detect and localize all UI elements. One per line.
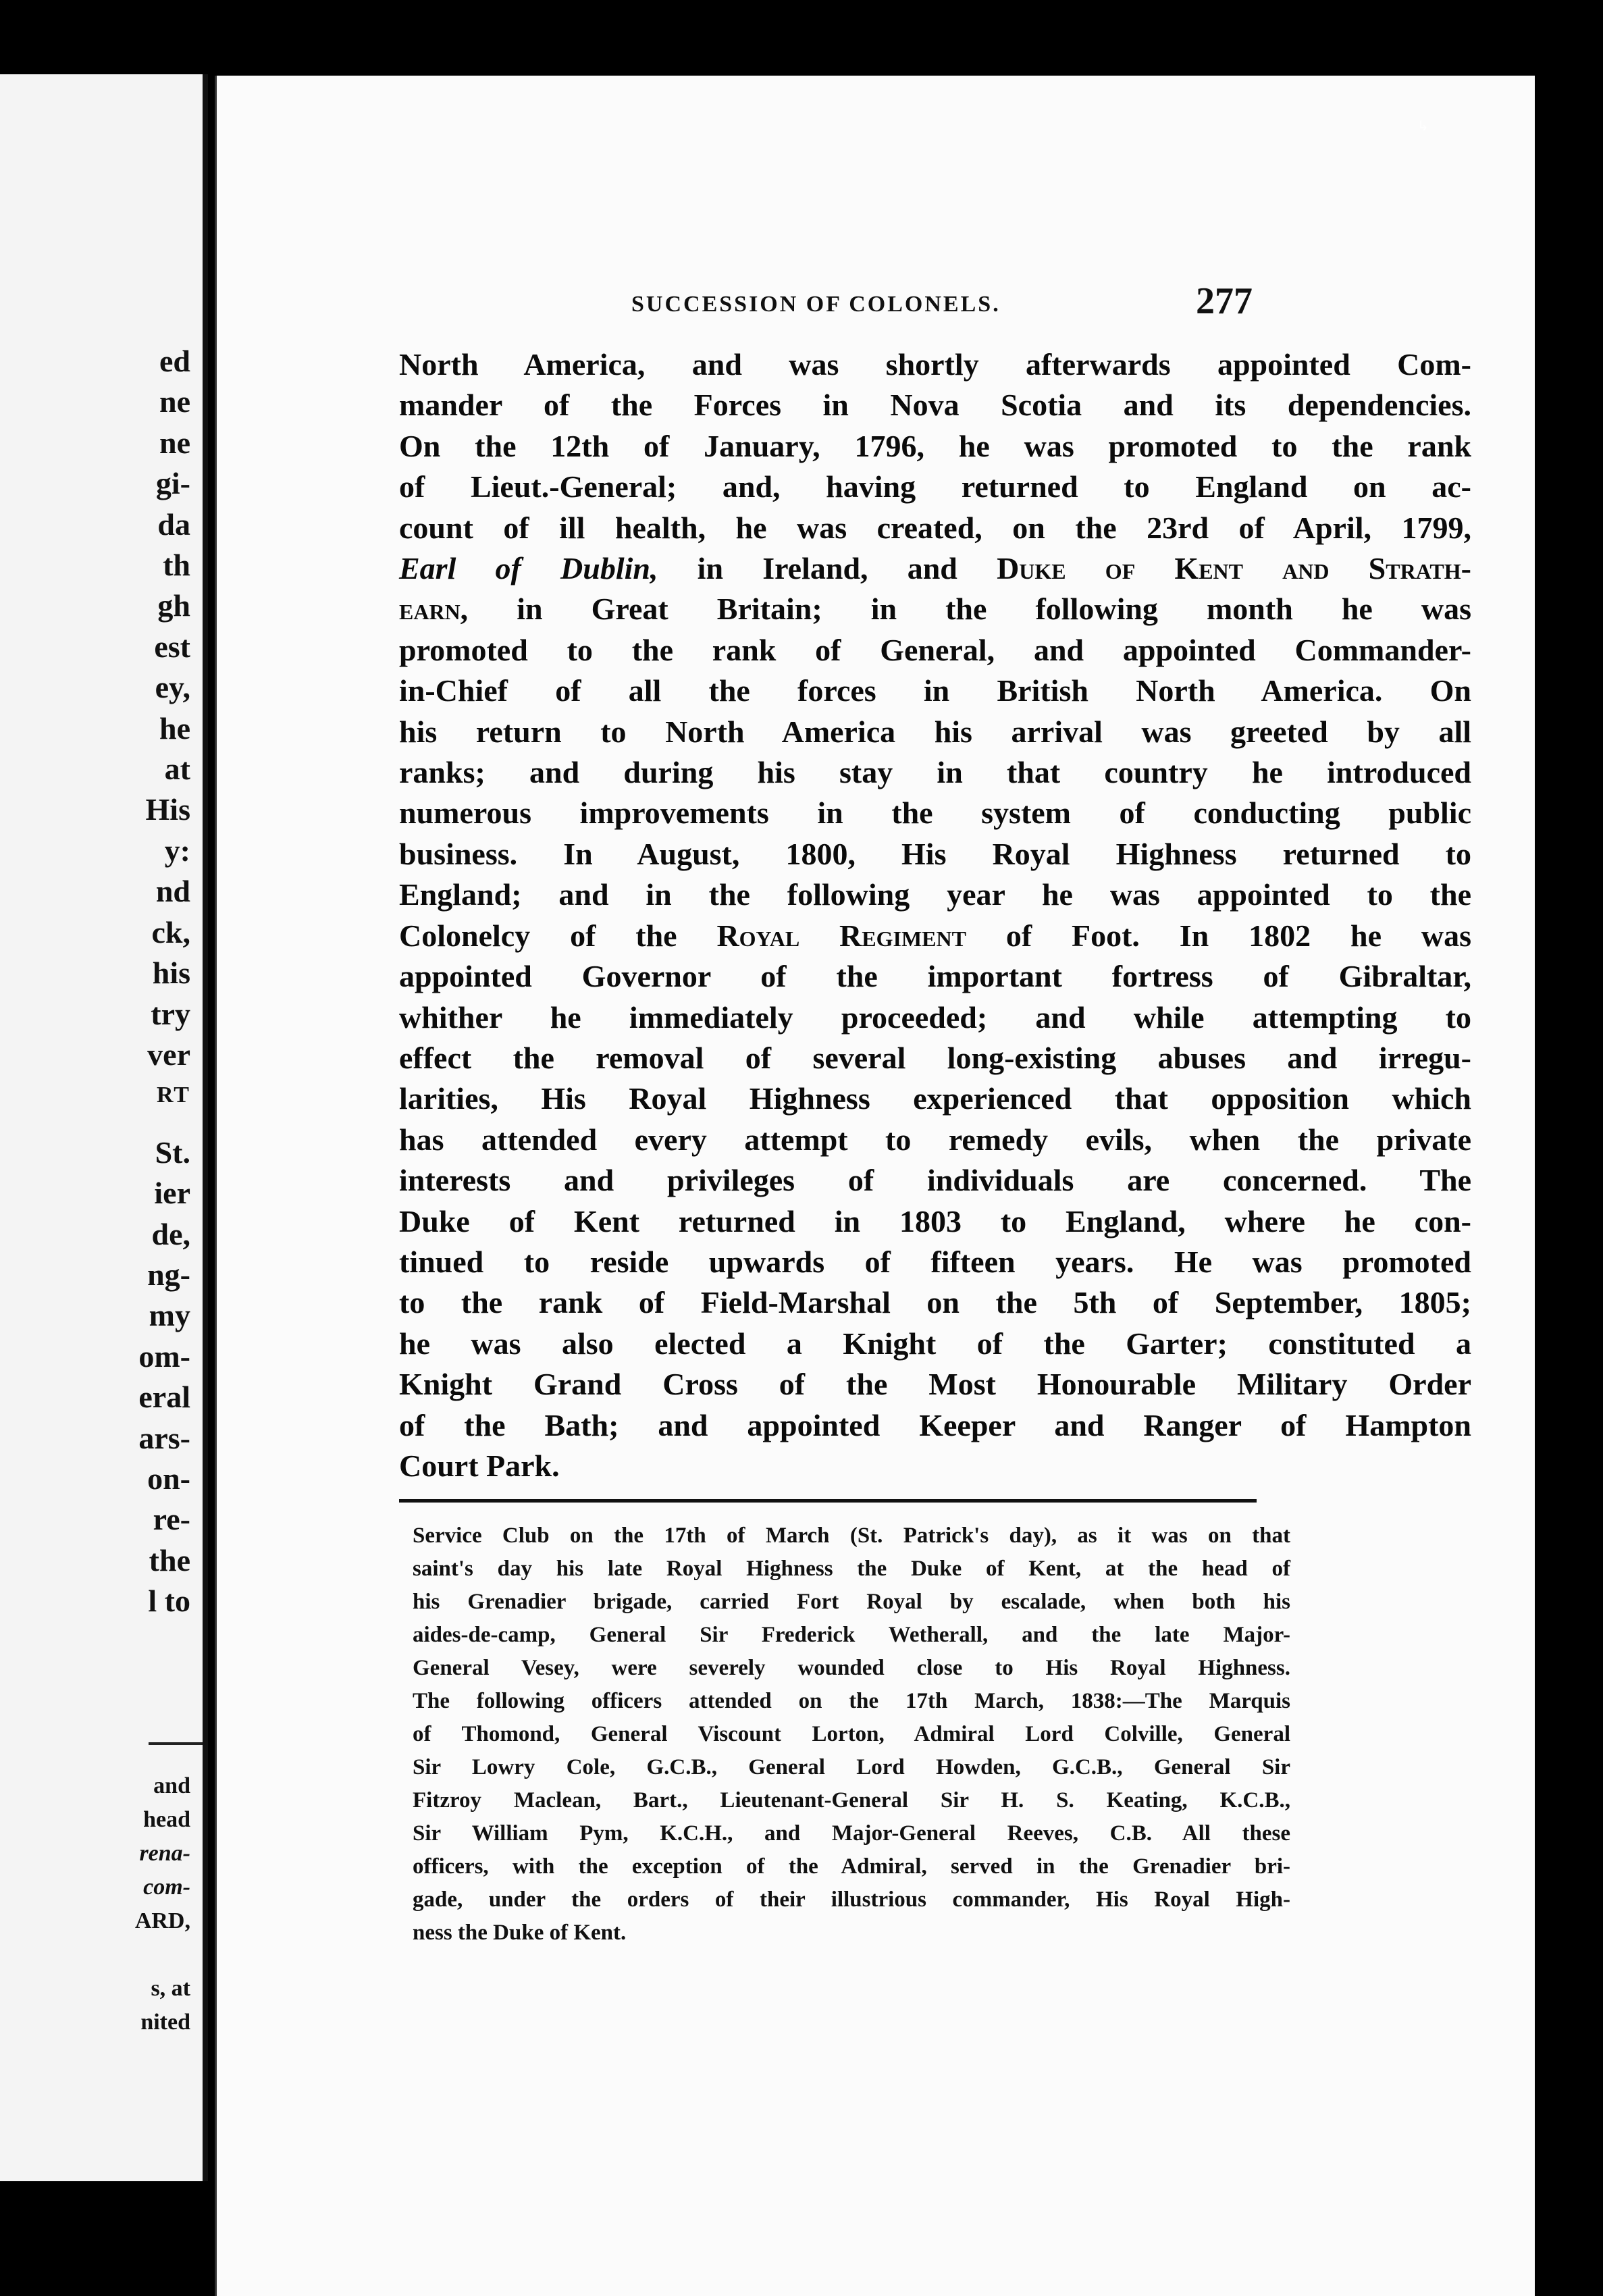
- previous-page-fragment: at: [164, 752, 190, 787]
- previous-page-fragment: my: [149, 1298, 190, 1333]
- text-run: in Great Britain; in the following month he was: [468, 592, 1471, 627]
- previous-page-fragment: try: [151, 996, 190, 1031]
- text-line: North America, and was shortly afterwards appointed Com-: [399, 347, 1471, 382]
- previous-page-text: [138, 341, 190, 1622]
- footnote-line: Service Club on the 17th of March (St. Patrick's day), as it was on that: [413, 1523, 1290, 1548]
- text-line: effect the removal of several long-existing abuses and irregu-: [399, 1040, 1471, 1075]
- previous-page-fragment: ver: [147, 1037, 190, 1072]
- previous-page-fragment: om-: [138, 1338, 190, 1374]
- text-line: count of ill health, he was created, on the 23rd of April, 1799,: [399, 510, 1471, 545]
- text-line: mander of the Forces in Nova Scotia and its dependencies.: [399, 388, 1471, 423]
- previous-page-fragment: de,: [151, 1216, 190, 1251]
- text-line: tinued to reside upwards of fifteen years. He was promoted: [399, 1244, 1471, 1279]
- footnote: [413, 1519, 1290, 1950]
- text-line: in-Chief of all the forces in British North America. On: [399, 673, 1471, 708]
- text-line: he was also elected a Knight of the Garter; constituted a: [399, 1326, 1471, 1361]
- previous-page-fragment: ed: [159, 344, 190, 378]
- text-line: appointed Governor of the important fortress of Gibraltar,: [399, 959, 1471, 994]
- text-line: business. In August, 1800, His Royal Highness returned to: [399, 836, 1471, 871]
- footnote-line: of Thomond, General Viscount Lorton, Admiral Lord Colville, General: [413, 1722, 1290, 1746]
- text-line: to the rank of Field-Marshal on the 5th of September, 1805;: [399, 1285, 1471, 1320]
- previous-page-fragment: his: [152, 956, 190, 991]
- footnote-line: Fitzroy Maclean, Bart., Lieutenant-General Sir H. S. Keating, K.C.B.,: [413, 1788, 1290, 1812]
- running-title: SUCCESSION OF COLONELS.: [631, 292, 1001, 317]
- previous-page-fragment: ng-: [147, 1257, 190, 1292]
- text-line: of Lieut.-General; and, having returned to England on ac-: [399, 469, 1471, 504]
- text-line: On the 12th of January, 1796, he was promoted to the rank: [399, 428, 1471, 463]
- previous-page-fragment: he: [159, 710, 190, 746]
- previous-page-fragment: ey,: [155, 670, 190, 705]
- previous-page-edge: [0, 74, 208, 2181]
- previous-page-note-fragment: com-: [143, 1875, 190, 1900]
- previous-page-note-fragment: nited: [140, 2010, 190, 2035]
- text-line: England; and in the following year he was appointed to the: [399, 877, 1471, 912]
- previous-page-note-fragment: and: [153, 1773, 190, 1798]
- text-line: promoted to the rank of General, and appointed Commander-: [399, 632, 1471, 667]
- previous-page-fragment: ck,: [151, 914, 190, 949]
- text-run: of Foot. In 1802 he was: [966, 918, 1471, 953]
- footnote-line: officers, with the exception of the Admiral, served in the Grenadier bri-: [413, 1854, 1290, 1879]
- previous-page-footnote-rule: [149, 1742, 203, 1745]
- previous-page-fragment: the: [149, 1542, 190, 1577]
- text-line: [399, 916, 1471, 956]
- previous-page-footnote: [135, 1769, 190, 2039]
- previous-page-fragment: nd: [155, 874, 190, 909]
- previous-page-fragment: ne: [159, 384, 190, 419]
- body-paragraph: [399, 344, 1471, 1486]
- previous-page-fragment: ne: [159, 425, 190, 460]
- text-line: Duke of Kent returned in 1803 to England, where he con-: [399, 1203, 1471, 1238]
- previous-page-fragment: th: [163, 548, 190, 583]
- previous-page-fragment: ars-: [138, 1420, 190, 1455]
- previous-page-fragment: gi-: [155, 466, 190, 501]
- previous-page-fragment: gh: [157, 588, 190, 623]
- previous-page-fragment: ier: [154, 1176, 190, 1211]
- text-line: numerous improvements in the system of conducting public: [399, 795, 1471, 831]
- text-line: ranks; and during his stay in that country he introduced: [399, 755, 1471, 790]
- footnote-line: gade, under the orders of their illustrious commander, His Royal High-: [413, 1887, 1290, 1912]
- previous-page-fragment: da: [157, 506, 190, 542]
- footnote-line: Sir William Pym, K.C.H., and Major-General Reeves, C.B. All these: [413, 1821, 1290, 1846]
- footnote-rule: [399, 1499, 1257, 1503]
- title-duke-of-kent-cont: earn,: [399, 592, 469, 627]
- text-line: of the Bath; and appointed Keeper and Ranger of Hampton: [399, 1407, 1471, 1442]
- footnote-line: his Grenadier brigade, carried Fort Royal by escalade, when both his: [413, 1590, 1290, 1614]
- text-line: [399, 548, 1471, 589]
- text-line: his return to North America his arrival was greeted by all: [399, 714, 1471, 749]
- text-run: in Ireland, and: [658, 551, 997, 586]
- page-number: 277: [1196, 280, 1253, 322]
- text-line: has attended every attempt to remedy evils, when the private: [399, 1122, 1471, 1157]
- previous-page-note-fragment: rena-: [139, 1841, 190, 1866]
- footnote-line: aides-de-camp, General Sir Frederick Wetherall, and the late Major-: [413, 1623, 1290, 1647]
- previous-page-gap: [135, 1938, 190, 1972]
- previous-page-fragment: est: [154, 629, 190, 664]
- previous-page-fragment: RT: [156, 1082, 190, 1108]
- text-line: Knight Grand Cross of the Most Honourable Military Order: [399, 1367, 1471, 1402]
- royal-regiment: Royal Regiment: [716, 918, 966, 953]
- footnote-line: General Vesey, were severely wounded close to His Royal Highness.: [413, 1656, 1290, 1680]
- previous-page-fragment: y:: [164, 833, 190, 868]
- text-line: whither he immediately proceeded; and while attempting to: [399, 999, 1471, 1035]
- footnote-line: saint's day his late Royal Highness the Duke of Kent, at the head of: [413, 1557, 1290, 1581]
- book-page: [215, 76, 1535, 2296]
- footnote-line: ness the Duke of Kent.: [413, 1921, 627, 1945]
- previous-page-fragment: on-: [147, 1461, 190, 1496]
- text-line: [399, 589, 1471, 629]
- footnote-line: The following officers attended on the 17th March, 1838:—The Marquis: [413, 1689, 1290, 1713]
- previous-page-fragment: St.: [155, 1134, 190, 1170]
- text-line: larities, His Royal Highness experienced that opposition which: [399, 1081, 1471, 1116]
- previous-page-fragment: eral: [138, 1380, 190, 1415]
- text-line: Court Park.: [399, 1448, 560, 1483]
- previous-page-note-fragment: ARD,: [134, 1908, 190, 1933]
- text-run: Colonelcy of the: [399, 918, 717, 953]
- text-line: interests and privileges of individuals are concerned. The: [399, 1163, 1471, 1198]
- title-earl-of-dublin: Earl of Dublin,: [399, 551, 658, 586]
- previous-page-fragment: His: [145, 792, 190, 827]
- previous-page-fragment: l to: [148, 1584, 190, 1619]
- previous-page-fragment: re-: [153, 1502, 190, 1537]
- previous-page-note-fragment: s, at: [151, 1976, 190, 2001]
- page-corner-mark: ↳: [1417, 118, 1429, 134]
- previous-page-note-fragment: head: [143, 1807, 190, 1832]
- footnote-line: Sir Lowry Cole, G.C.B., General Lord Howden, G.C.B., General Sir: [413, 1755, 1290, 1779]
- title-duke-of-kent: Duke of Kent and Strath-: [997, 551, 1471, 586]
